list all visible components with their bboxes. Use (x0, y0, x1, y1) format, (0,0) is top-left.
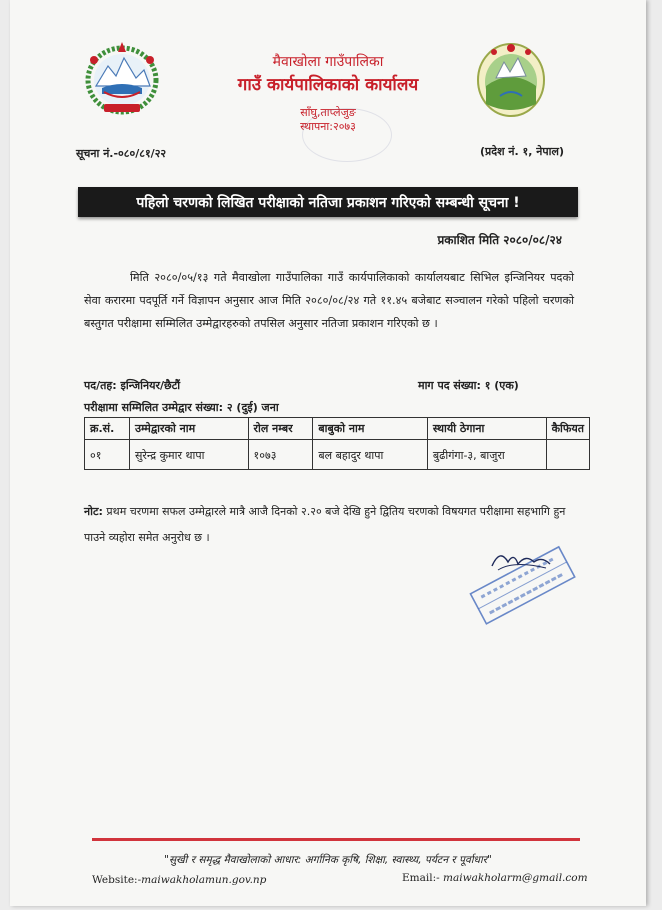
col-serial: क्र.सं. (85, 418, 130, 440)
email-link[interactable]: maiwakholarm@gmail.com (443, 872, 588, 884)
address-line: साँघु,ताप्लेजुङ (300, 106, 356, 119)
footer-divider (92, 838, 580, 841)
footer-website (92, 874, 266, 886)
website-label: Website:- (92, 874, 142, 886)
notice-number: सूचना नं.-०८०/८१/२२ (76, 147, 167, 160)
col-father-name: बाबुको नाम (313, 418, 428, 440)
notice-page (10, 0, 646, 906)
established-line: स्थापना:२०७३ (300, 120, 356, 133)
candidate-count: परीक्षामा सम्मिलित उम्मेद्वार संख्या: २ (दुई) जना (84, 401, 279, 414)
notice-body-text: मिति २०८०/०५/१३ गते मैवाखोला गाउँपालिका गाउँ कार्यपालिकाको कार्यालयबाट सिभिल इन्जिनियर पदको सेवा करारमा पदपूर्ति गर्ने विज्ञापन अनुसार आज मिति २०८०/०८/२४ गते ११.४५ बजेबाट सञ्चालन गरेको पहिलो चरणको बस्तुगत परीक्षामा सम्मिलित उम्मेद्वारहरुको तपसिल अनुसार नतिजा प्रकाशन गरिएको छ । (84, 271, 574, 330)
cell-father-name: बल बहादुर थापा (313, 440, 428, 470)
email-label: Email:- (402, 872, 440, 884)
notice-body (84, 266, 574, 335)
cell-candidate-name: सुरेन्द्र कुमार थापा (129, 440, 248, 470)
province-label: (प्रदेश नं. १, नेपाल) (480, 145, 564, 158)
website-link[interactable]: maiwakholamun.gov.np (141, 874, 267, 886)
office-name: गाउँ कार्यपालिकाको कार्यालय (237, 75, 419, 95)
col-permanent-address: स्थायी ठेगाना (427, 418, 546, 440)
note-text: प्रथम चरणमा सफल उम्मेद्वारले मात्रै आजै दिनको २.२० बजे देखि हुने द्वितिय चरणको विषयगत परीक्षामा सहभागि हुन पाउने व्यहोरा समेत अनुरोध छ । (84, 505, 566, 544)
table-header-row (85, 418, 590, 440)
cell-serial: ०१ (85, 440, 130, 470)
official-stamp-icon (454, 540, 584, 630)
org-name: मैवाखोला गाउँपालिका (272, 54, 384, 70)
col-candidate-name: उम्मेद्वारको नाम (129, 418, 248, 440)
cell-roll-number: १०७३ (248, 440, 313, 470)
col-roll-number: रोल नम्बर (248, 418, 313, 440)
notice-title: पहिलो चरणको लिखित परीक्षाको नतिजा प्रकाशन गरिएको सम्बन्धी सूचना ! (78, 187, 578, 217)
col-remarks: कैफियत (546, 418, 589, 440)
table-row (85, 440, 590, 470)
result-table (84, 417, 590, 470)
demand-count: माग पद संख्या: १ (एक) (418, 379, 519, 392)
footer-slogan: "सुखी र समृद्ध मैवाखोलाको आधार: अर्गानिक कृषि, शिक्षा, स्वास्थ्य, पर्यटन र पूर्वाधार" (164, 854, 492, 866)
faint-stamp-icon (302, 108, 392, 162)
footer-email (402, 872, 588, 884)
published-date: प्रकाशित मिति २०८०/०८/२४ (437, 233, 562, 247)
note-label: नोट: (84, 505, 103, 518)
post-level: पद/तह: इन्जिनियर/छैटौं (84, 379, 181, 392)
cell-remarks (546, 440, 589, 470)
cell-permanent-address: बुढीगंगा-३, बाजुरा (427, 440, 546, 470)
